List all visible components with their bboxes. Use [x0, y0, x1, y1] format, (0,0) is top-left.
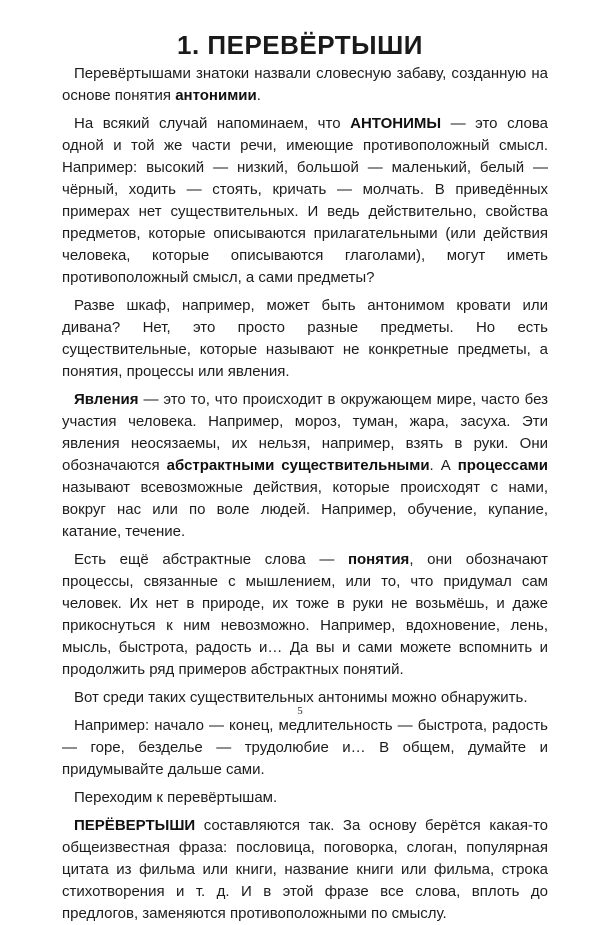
paragraph-examples: Например: начало — конец, медлительность — быстрота, радость — горе, безделье — трудолюбие и… В общем, думайте и придумывайте дальше сами. — [62, 717, 548, 778]
paragraph-nouns: Разве шкаф, например, может быть антонимом кровати или дивана? Нет, это просто разные предметы. Но есть существительные, которые называют не конкретные предметы, а понятия, процессы или явления. — [62, 297, 548, 380]
paragraph-concepts — [62, 549, 548, 681]
paragraph-transition: Переходим к перевёртышам. — [74, 789, 278, 806]
page-number: 5 — [297, 705, 303, 717]
text: называют всевозможные действия, которые происходят с нами, вокруг нас или по воле людей. Например, обучение, купание, катание, течение. — [62, 479, 548, 540]
paragraph-intro — [62, 63, 548, 107]
text: На всякий случай напоминаем, что — [74, 115, 351, 132]
text: Перевёртышами знатоки назвали словесную забаву, созданную на основе понятия — [62, 65, 548, 104]
text: . — [256, 87, 261, 104]
page-body — [62, 63, 548, 925]
bold-term: ПЕРЁВЕРТЫШИ — [74, 817, 196, 834]
text: — это то, что происходит в окружающем мире, часто без участия человека. Например, мороз, туман, жара, засуха. Эти явления неосязаемы, их нельзя, например, взять в руки. Они обозначаются — [62, 391, 548, 474]
bold-term: абстрактными существительными — [166, 457, 430, 474]
text: Есть ещё абстрактные слова — — [74, 551, 348, 568]
text: , они обозначают процессы, связанные с мышлением, или то, что придумал сам человек. Их нет в природе, их тоже в руки не возьмёшь, и даже прикоснуться к ним невозможно. Например, вдохновение, лень, мысль, быстрота, радость и… Да вы и сами можете вспомнить и продолжить ряд примеров абстрактных понятий. — [62, 551, 548, 678]
bold-term: процессами — [457, 457, 548, 474]
paragraph-antonyms — [62, 113, 548, 289]
text: . А — [429, 457, 458, 474]
text: — это слова одной и той же части речи, имеющие противоположный смысл. Например: высокий — низкий, большой — маленький, белый — чёрный, ходить — стоять, кричать — молчать. В приведённых примерах нет существительных. И ведь действительно, свойства предметов, которые описываются прилагательными (или действия человека, которые описываются глаголами), могут иметь противоположный смысл, а сами предметы? — [62, 115, 548, 286]
text: составляются так. За основу берётся какая-то общеизвестная фраза: пословица, поговорка, слоган, популярная цитата из фильма или книги, название книги или фильма, строка стихотворения и т. д. И в этой фразе все слова, вплоть до предлогов, заменяются противоположными по смыслу. — [62, 817, 548, 922]
bold-term: АНТОНИМЫ — [350, 115, 442, 132]
bold-term: антонимии — [175, 87, 257, 104]
bold-term: Явления — [74, 391, 139, 408]
paragraph-find: Вот среди таких существительных антонимы можно обнаружить. — [74, 689, 528, 706]
page-title: 1. ПЕРЕВЁРТЫШИ — [177, 30, 423, 60]
paragraph-rules — [62, 815, 548, 925]
paragraph-phenomena — [62, 389, 548, 543]
bold-term: понятия — [347, 551, 410, 568]
